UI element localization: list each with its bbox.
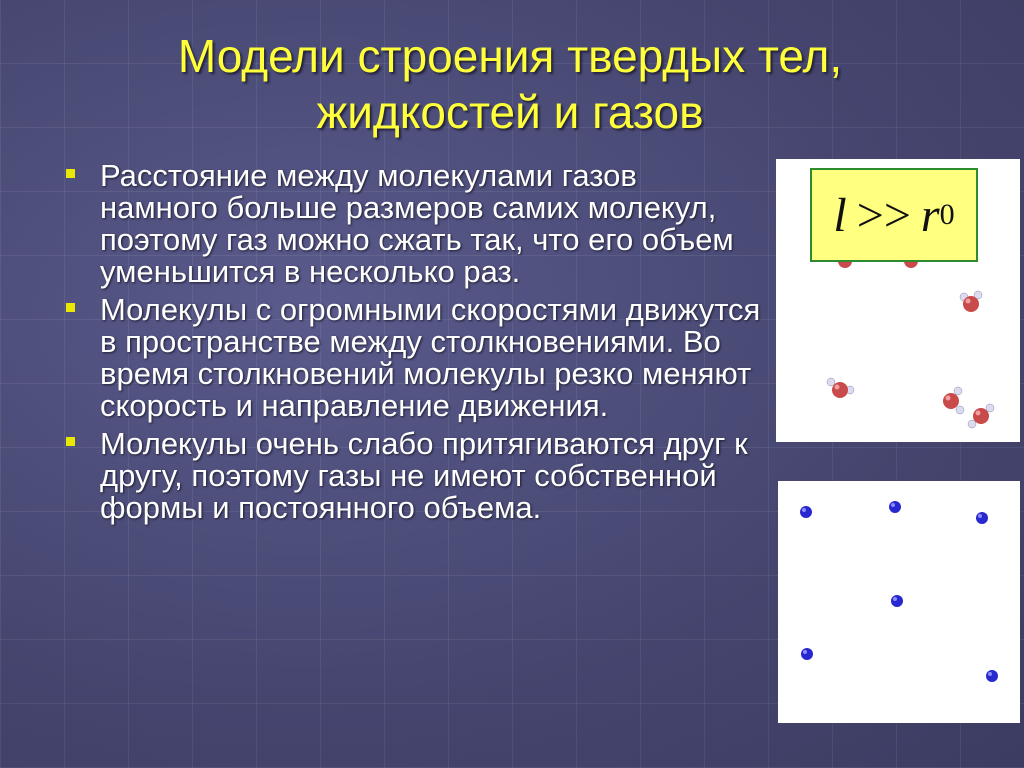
bullet-text: Расстояние между молекулами газов намного больше размеров самих молекул, поэтому газ можно сжать так, что его объем уменьшится в несколько раз. — [100, 158, 734, 289]
slide-title — [120, 28, 900, 140]
formula-box — [810, 168, 978, 262]
formula-operator: >> — [856, 188, 911, 242]
water-molecule-icon — [938, 386, 968, 416]
bullet-text: Молекулы с огромными скоростями движутся в пространстве между столкновениями. Во время столкновений молекулы резко меняют скорость и направление движения. — [100, 292, 761, 423]
formula-subscript: 0 — [939, 198, 955, 231]
bullet-item — [62, 428, 762, 524]
blue-sphere-icon — [888, 500, 902, 514]
water-molecule-icon — [958, 290, 986, 316]
blue-sphere-icon — [985, 669, 999, 683]
square-bullet-icon — [66, 303, 75, 312]
blue-sphere-icon — [800, 647, 814, 661]
bullet-item — [62, 294, 762, 422]
formula-rhs: r — [920, 188, 940, 242]
bullet-text: Молекулы очень слабо притягиваются друг к другу, поэтому газы не имеют собственной формы и постоянного объема. — [100, 426, 748, 525]
bullet-list — [62, 160, 762, 530]
bullet-item — [62, 160, 762, 288]
blue-sphere-icon — [799, 505, 813, 519]
square-bullet-icon — [66, 169, 75, 178]
title-line-1: Модели строения твердых тел, — [177, 30, 843, 82]
water-molecule-icon — [826, 376, 856, 402]
blue-sphere-icon — [975, 511, 989, 525]
square-bullet-icon — [66, 437, 75, 446]
title-line-2: жидкостей и газов — [316, 86, 704, 138]
formula-lhs: l — [833, 188, 847, 242]
blue-sphere-icon — [890, 594, 904, 608]
water-molecule-icon — [966, 402, 996, 432]
